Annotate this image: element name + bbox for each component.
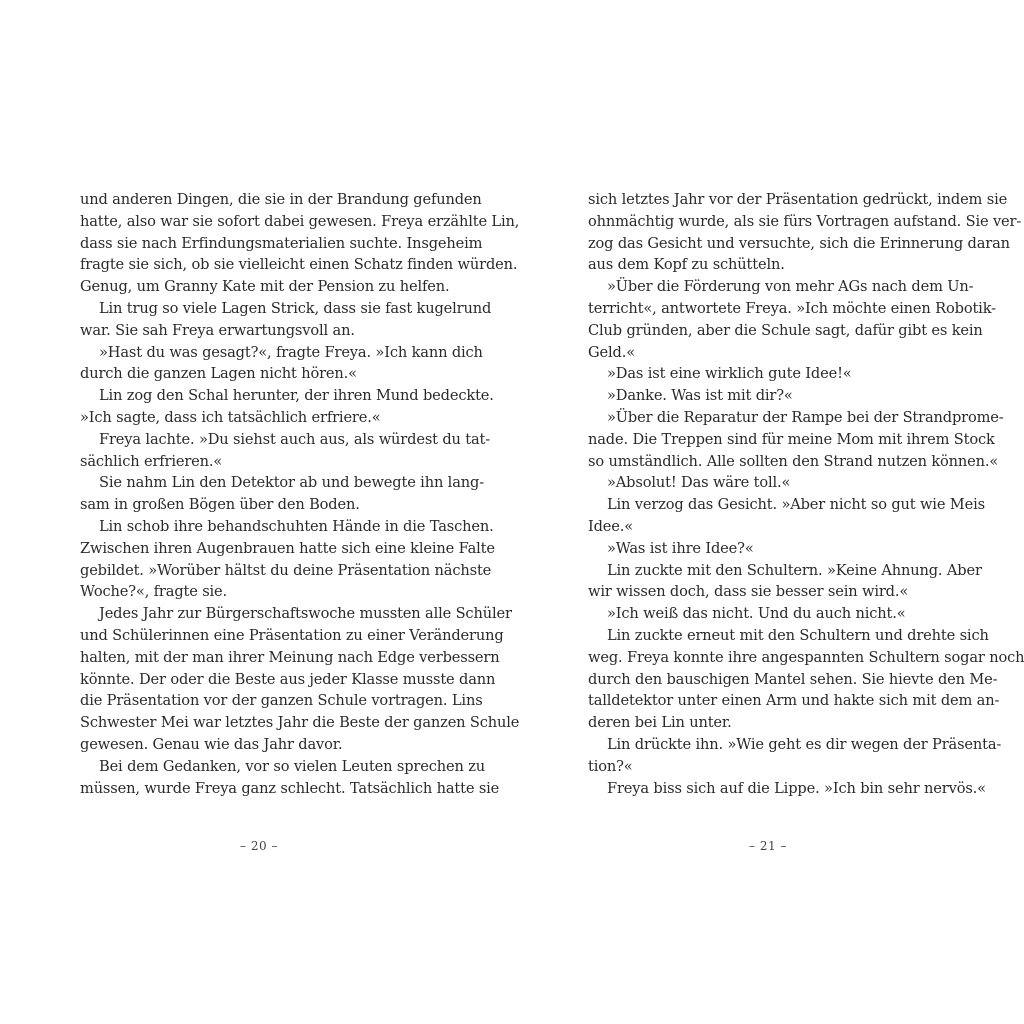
text-line: Lin drückte ihn. »Wie geht es dir wegen der Präsenta- — [607, 735, 1002, 753]
text-line: Schwester Mei war letztes Jahr die Beste der ganzen Schule — [80, 714, 520, 732]
text-line: »Hast du was gesagt?«, fragte Freya. »Ich kann dich — [99, 343, 483, 361]
text-line: »Ich sagte, dass ich tatsächlich erfriere.« — [80, 408, 381, 426]
text-line: Woche?«, fragte sie. — [80, 583, 228, 601]
text-line: Lin zuckte erneut mit den Schultern und drehte sich — [607, 626, 989, 644]
text-line: Lin schob ihre behandschuhten Hände in die Taschen. — [99, 517, 494, 535]
text-line: sam in großen Bögen über den Boden. — [80, 496, 360, 514]
text-line: und anderen Dingen, die sie in der Brandung gefunden — [80, 191, 482, 208]
text-line: hatte, also war sie sofort dabei gewesen. Freya erzählte Lin, — [80, 212, 520, 230]
text-line: sich letztes Jahr vor der Präsentation gedrückt, indem sie — [588, 191, 1008, 208]
text-line: aus dem Kopf zu schütteln. — [588, 256, 785, 274]
text-line: Genug, um Granny Kate mit der Pension zu helfen. — [80, 278, 450, 296]
text-line: terricht«, antwortete Freya. »Ich möchte einen Robotik- — [588, 299, 996, 317]
text-line: Bei dem Gedanken, vor so vielen Leuten sprechen zu — [99, 757, 486, 775]
text-line: talldetektor unter einen Arm und hakte sich mit dem an- — [588, 692, 1000, 710]
text-line: »Über die Förderung von mehr AGs nach dem Un- — [607, 278, 974, 296]
text-line: so umständlich. Alle sollten den Strand nutzen können.« — [588, 452, 999, 470]
text-line: und Schülerinnen eine Präsentation zu einer Veränderung — [80, 626, 504, 644]
text-line: könnte. Der oder die Beste aus jeder Klasse musste dann — [80, 670, 496, 688]
text-line: ohnmächtig wurde, als sie fürs Vortragen aufstand. Sie ver- — [588, 212, 1022, 230]
text-line: gebildet. »Worüber hältst du deine Präsentation nächste — [80, 561, 492, 579]
text-line: Club gründen, aber die Schule sagt, dafür gibt es kein — [588, 321, 983, 339]
text-line: »Ich weiß das nicht. Und du auch nicht.« — [607, 605, 906, 623]
text-line: nade. Die Treppen sind für meine Mom mit ihrem Stock — [588, 430, 995, 448]
text-line: Zwischen ihren Augenbrauen hatte sich eine kleine Falte — [80, 539, 495, 557]
text-line: Jedes Jahr zur Bürgerschaftswoche mussten alle Schüler — [99, 605, 512, 623]
text-line: Lin zog den Schal herunter, der ihren Mund bedeckte. — [99, 387, 494, 405]
text-line: »Über die Reparatur der Rampe bei der Strandprome- — [607, 408, 1004, 426]
text-line: deren bei Lin unter. — [588, 714, 732, 732]
text-line: tion?« — [588, 757, 633, 775]
right-page-text — [588, 189, 1024, 799]
text-line: müssen, wurde Freya ganz schlecht. Tatsächlich hatte sie — [80, 779, 500, 797]
text-line: »Danke. Was ist mit dir?« — [607, 387, 793, 405]
text-line: wir wissen doch, dass sie besser sein wird.« — [588, 583, 909, 601]
text-line: die Präsentation vor der ganzen Schule vortragen. Lins — [80, 692, 483, 710]
text-line: »Das ist eine wirklich gute Idee!« — [607, 365, 852, 383]
text-line: Freya lachte. »Du siehst auch aus, als würdest du tat- — [99, 430, 491, 448]
text-line: Geld.« — [588, 343, 635, 361]
text-line: fragte sie sich, ob sie vielleicht einen Schatz finden würden. — [80, 256, 518, 274]
text-line: »Absolut! Das wäre toll.« — [607, 474, 791, 492]
text-line: gewesen. Genau wie das Jahr davor. — [80, 735, 343, 753]
text-line: Lin verzog das Gesicht. »Aber nicht so gut wie Meis — [607, 496, 985, 514]
text-line: Lin zuckte mit den Schultern. »Keine Ahnung. Aber — [607, 561, 982, 579]
text-line: war. Sie sah Freya erwartungsvoll an. — [80, 321, 355, 339]
right-page-number: – 21 – — [749, 839, 787, 853]
text-line: zog das Gesicht und versuchte, sich die Erinnerung daran — [588, 234, 1010, 252]
text-line: Sie nahm Lin den Detektor ab und bewegte ihn lang- — [99, 474, 484, 492]
left-page-number: – 20 – — [240, 839, 278, 853]
text-line: durch den bauschigen Mantel sehen. Sie hievte den Me- — [588, 670, 998, 688]
text-line: halten, mit der man ihrer Meinung nach Edge verbessern — [80, 648, 500, 666]
text-line: weg. Freya konnte ihre angespannten Schultern sogar noch — [588, 648, 1024, 666]
text-line: sächlich erfrieren.« — [80, 452, 223, 470]
text-line: Lin trug so viele Lagen Strick, dass sie fast kugelrund — [99, 299, 492, 317]
text-line: Freya biss sich auf die Lippe. »Ich bin sehr nervös.« — [607, 779, 986, 797]
text-line: Idee.« — [588, 517, 634, 535]
text-line: »Was ist ihre Idee?« — [607, 539, 754, 557]
text-line: dass sie nach Erfindungsmaterialien suchte. Insgeheim — [80, 234, 483, 252]
text-line: durch die ganzen Lagen nicht hören.« — [80, 365, 357, 383]
right-page — [512, 0, 1024, 1024]
left-page-text — [80, 189, 520, 799]
